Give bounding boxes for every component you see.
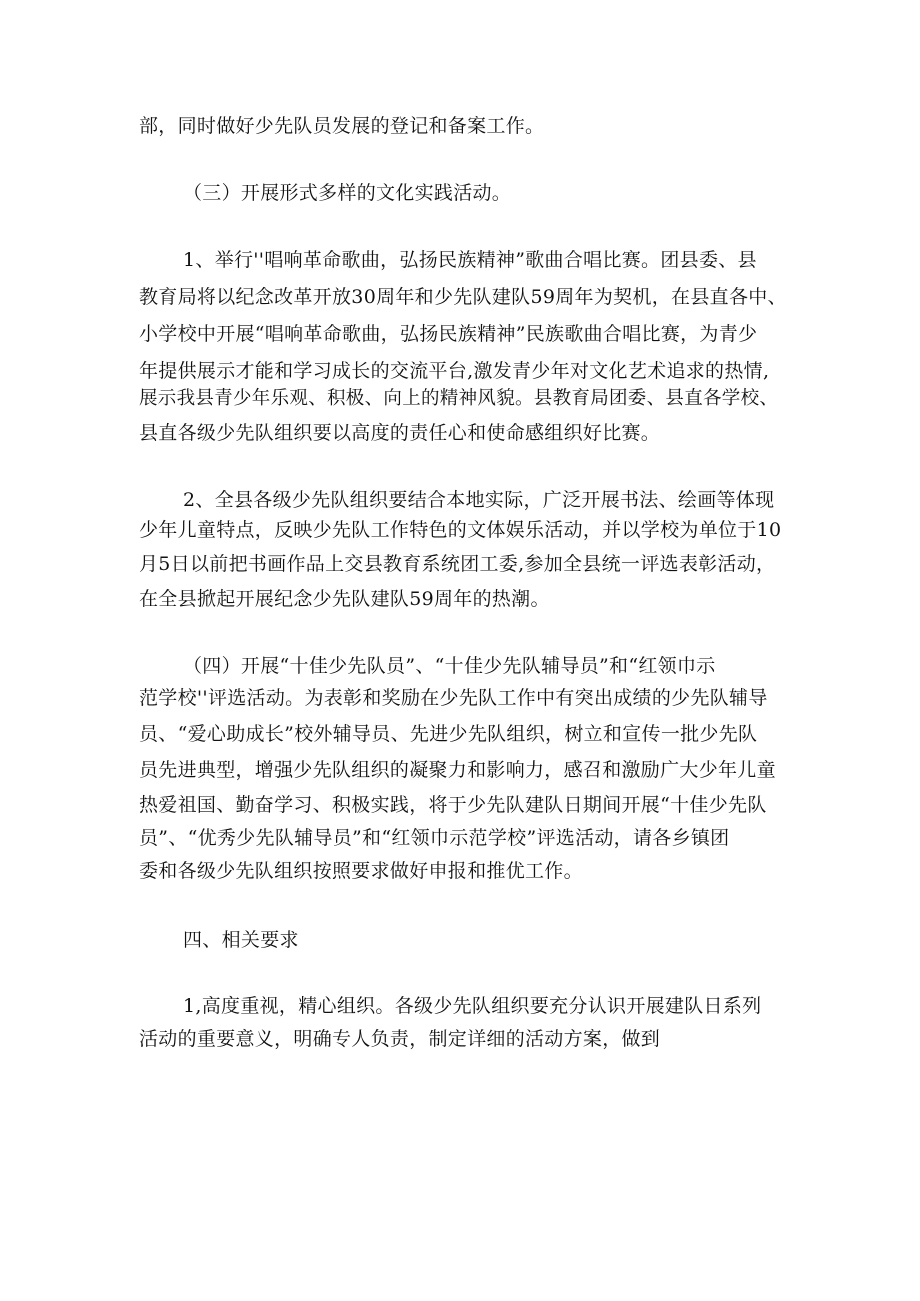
section-heading: （三）开展形式多样的文化实践活动。 [183,182,512,204]
paragraph-line: 员、“爱心助成长”校外辅导员、先进少先队组织，树立和宣传一批少先队 [139,723,758,745]
paragraph-line: 1,高度重视，精心组织。各级少先队组织要充分认识开展建队日系列 [183,995,762,1017]
paragraph-line: 员先进典型，增强少先队组织的凝聚力和影响力，感召和激励广大少年儿童 [139,759,776,781]
paragraph-line: 月5日以前把书画作品上交县教育系统团工委,参加全县统一评选表彰活动， [139,553,776,575]
paragraph-line: （四）开展“十佳少先队员”、“十佳少先队辅导员”和“红领巾示 [183,655,716,677]
paragraph-line: 活动的重要意义，明确专人负责，制定详细的活动方案，做到 [139,1028,661,1050]
paragraph-line: 在全县掀起开展纪念少先队建队59周年的热潮。 [139,588,550,610]
section-heading: 四、相关要求 [183,929,299,951]
paragraph-line: 少年儿童特点，反映少先队工作特色的文体娱乐活动，并以学校为单位于10 [139,519,782,541]
paragraph-line: 部，同时做好少先队员发展的登记和备案工作。 [139,115,545,137]
paragraph-line: 小学校中开展“唱响革命歌曲，弘扬民族精神”民族歌曲合唱比赛，为青少 [139,323,758,345]
paragraph-line: 范学校''评选活动。为表彰和奖励在少先队工作中有突出成绩的少先队辅导 [139,687,768,709]
paragraph-line: 教育局将以纪念改革开放30周年和少先队建队59周年为契机，在县直各中、 [139,286,787,308]
paragraph-line: 1、举行''唱响革命歌曲，弘扬民族精神”歌曲合唱比赛。团县委、县 [183,249,757,271]
paragraph-line: 委和各级少先队组织按照要求做好申报和推优工作。 [139,860,583,882]
paragraph-line: 热爱祖国、勤奋学习、积极实践，将于少先队建队日期间开展“十佳少先队 [139,794,767,816]
paragraph-line: 员”、“优秀少先队辅导员”和“红领巾示范学校”评选活动，请各乡镇团 [139,827,730,849]
paragraph-line: 县直各级少先队组织要以高度的责任心和使命感组织好比赛。 [139,422,661,444]
paragraph-line: 展示我县青少年乐观、积极、向上的精神风貌。县教育局团委、县直各学校、 [139,388,779,409]
paragraph-line: 年提供展示才能和学习成长的交流平台,激发青少年对文化艺术追求的热情, [139,360,770,382]
paragraph-line: 2、全县各级少先队组织要结合本地实际，广泛开展书法、绘画等体现 [183,489,775,511]
